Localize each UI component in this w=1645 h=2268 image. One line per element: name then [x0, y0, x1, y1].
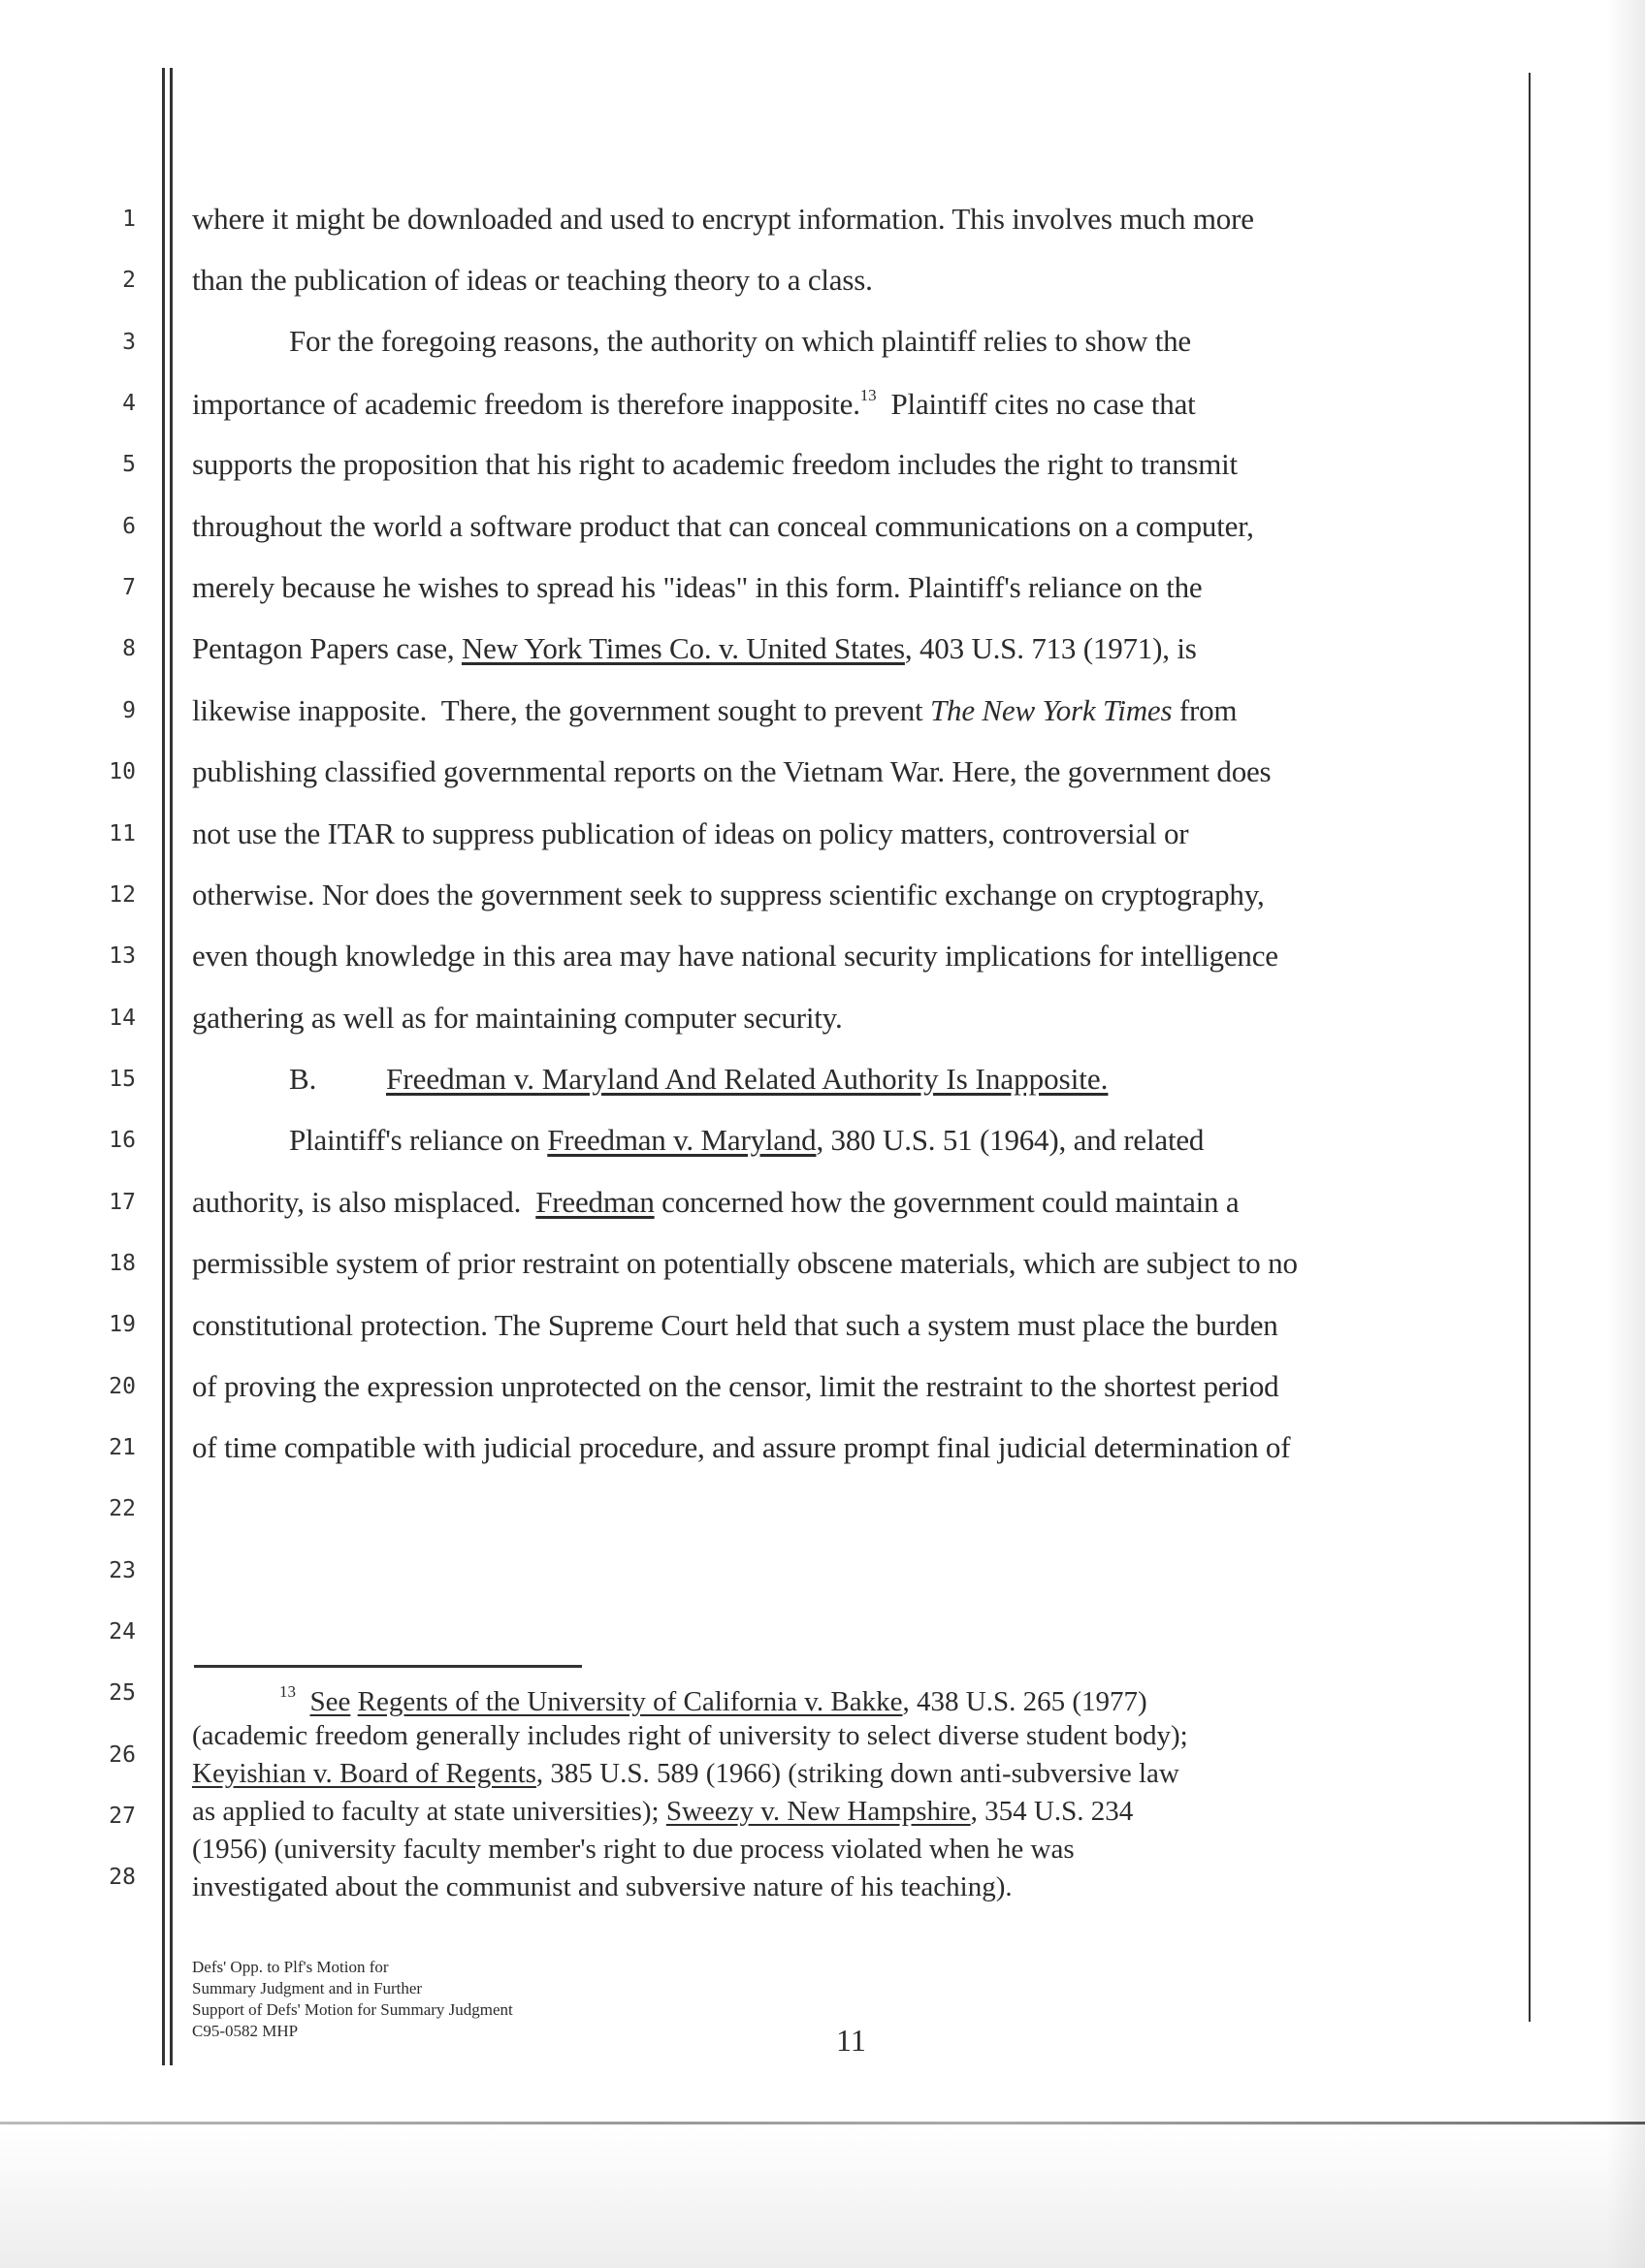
body-line-7: merely because he wishes to spread his "ideas" in this form. Plaintiff's reliance on the [192, 570, 1203, 604]
line-number: 16 [109, 1128, 136, 1154]
line-number: 26 [109, 1741, 136, 1768]
left-margin-rule-inner [170, 68, 173, 2065]
cite-keyishian: , 385 U.S. 589 (1966) (striking down anti-subversive law [535, 1758, 1179, 1789]
section-heading-label: B. [289, 1062, 317, 1096]
body-line-17 [192, 1185, 1239, 1220]
footnote-line-5: (1956) (university faculty member's right to due process violated when he was [192, 1834, 1075, 1865]
line-number: 12 [109, 881, 136, 908]
line-number: 8 [122, 636, 136, 662]
case-cite-keyishian: Keyishian v. Board of Regents [192, 1758, 536, 1789]
body-line-16-text-b: , 380 U.S. 51 (1964), and related [816, 1123, 1205, 1157]
body-line-11: not use the ITAR to suppress publication of ideas on policy matters, controversial or [192, 816, 1189, 850]
body-line-9-text-a: likewise inapposite. There, the government sought to prevent [192, 693, 930, 727]
section-heading-b [289, 1062, 1108, 1097]
footnote-line-3 [192, 1758, 1179, 1790]
footnote-separator [194, 1665, 582, 1668]
footer-line-2: Summary Judgment and in Further [192, 1979, 423, 1997]
body-line-19: constitutional protection. The Supreme Court held that such a system must place the burden [192, 1308, 1278, 1342]
footnote-line-2: (academic freedom generally includes right of university to select diverse student body); [192, 1720, 1188, 1751]
line-number: 6 [122, 513, 136, 539]
body-line-1: where it might be downloaded and used to encrypt information. This involves much more [192, 202, 1254, 236]
page-number: 11 [836, 2023, 866, 2058]
footnote-signal-see: See [309, 1686, 351, 1717]
line-number: 24 [109, 1619, 136, 1645]
body-line-2: than the publication of ideas or teaching theory to a class. [192, 263, 873, 297]
italic-nyt: The New York Times [929, 693, 1173, 727]
line-number: 28 [109, 1865, 136, 1891]
body-line-12: otherwise. Nor does the government seek to suppress scientific exchange on cryptography, [192, 878, 1265, 911]
body-line-18: permissible system of prior restraint on potentially obscene materials, which are subject to no [192, 1246, 1298, 1280]
body-line-14: gathering as well as for maintaining computer security. [192, 1001, 843, 1035]
body-line-8 [192, 631, 1197, 666]
line-number: 11 [109, 820, 136, 847]
line-number: 15 [109, 1066, 136, 1092]
line-number: 25 [109, 1680, 136, 1707]
footer-line-1: Defs' Opp. to Plf's Motion for [192, 1958, 389, 1976]
case-cite-freedman-short: Freedman [535, 1185, 655, 1219]
document-footer [192, 1957, 513, 2042]
left-margin-rule-outer [162, 68, 165, 2065]
line-number: 3 [122, 329, 136, 355]
line-number: 18 [109, 1250, 136, 1276]
body-line-5: supports the proposition that his right to academic freedom includes the right to transmit [192, 447, 1238, 481]
body-line-20: of proving the expression unprotected on the censor, limit the restraint to the shortest period [192, 1369, 1279, 1403]
line-number: 21 [109, 1435, 136, 1460]
body-line-9-text-b: from [1172, 693, 1238, 727]
body-line-8-text-a: Pentagon Papers case, [192, 631, 462, 665]
footer-case-number: C95-0582 MHP [192, 2022, 299, 2040]
cite-sweezy: , 354 U.S. 234 [970, 1796, 1134, 1827]
footnote-line-4 [192, 1796, 1133, 1828]
cite-bakke: , 438 U.S. 265 (1977) [902, 1686, 1147, 1717]
footer-line-3: Support of Defs' Motion for Summary Judgment [192, 2000, 513, 2019]
body-line-10: publishing classified governmental reports on the Vietnam War. Here, the government does [192, 754, 1272, 788]
case-cite-freedman: Freedman v. Maryland [547, 1123, 817, 1157]
line-number: 22 [109, 1496, 136, 1522]
body-line-16 [192, 1123, 1204, 1158]
body-line-6: throughout the world a software product that can conceal communications on a computer, [192, 509, 1254, 543]
line-number: 23 [109, 1557, 136, 1583]
footnote-number: 13 [279, 1682, 296, 1701]
line-number: 2 [122, 268, 136, 294]
footnote-ref-13[interactable]: 13 [859, 386, 877, 404]
scan-shadow-bottom [0, 2128, 1645, 2268]
case-cite-nyt: New York Times Co. v. United States [461, 631, 905, 665]
case-cite-sweezy: Sweezy v. New Hampshire [665, 1796, 971, 1827]
body-line-3: For the foregoing reasons, the authority on which plaintiff relies to show the [289, 324, 1191, 358]
line-number: 5 [122, 452, 136, 478]
line-number: 13 [109, 943, 136, 970]
body-line-16-text-a: Plaintiff's reliance on [289, 1123, 548, 1157]
line-number: 27 [109, 1804, 136, 1830]
body-line-17-text-b: concerned how the government could maintain a [654, 1185, 1240, 1219]
body-line-17-text-a: authority, is also misplaced. [192, 1185, 536, 1219]
body-line-21: of time compatible with judicial procedure, and assure prompt final judicial determination of [192, 1430, 1291, 1464]
footnote-line-1 [279, 1682, 1147, 1718]
line-number: 19 [109, 1312, 136, 1338]
body-line-13: even though knowledge in this area may have national security implications for intelligence [192, 939, 1278, 973]
line-number: 7 [122, 575, 136, 601]
body-line-4-text-a: importance of academic freedom is therefore inapposite. [192, 387, 860, 421]
right-margin-rule [1529, 73, 1531, 2022]
line-number: 14 [109, 1005, 136, 1031]
case-cite-bakke: Regents of the University of California v. Bakke [357, 1686, 903, 1717]
footnote-line-6: investigated about the communist and subversive nature of his teaching). [192, 1871, 1013, 1902]
line-number: 1 [122, 207, 136, 232]
body-line-4 [192, 386, 1196, 422]
scan-shadow-right [1606, 0, 1645, 2268]
line-number: 10 [109, 759, 136, 785]
footnote-line-4-text: as applied to faculty at state universities); [192, 1796, 666, 1827]
line-number: 9 [122, 697, 136, 723]
line-number: 17 [109, 1189, 136, 1215]
body-line-9 [192, 693, 1237, 728]
page-fold-line [0, 2122, 1645, 2124]
body-line-8-text-b: , 403 U.S. 713 (1971), is [904, 631, 1197, 665]
line-number: 20 [109, 1373, 136, 1399]
line-number: 4 [122, 391, 136, 417]
body-line-4-text-b: Plaintiff cites no case that [876, 387, 1196, 421]
section-heading-text: Freedman v. Maryland And Related Authority Is Inapposite. [386, 1062, 1109, 1096]
